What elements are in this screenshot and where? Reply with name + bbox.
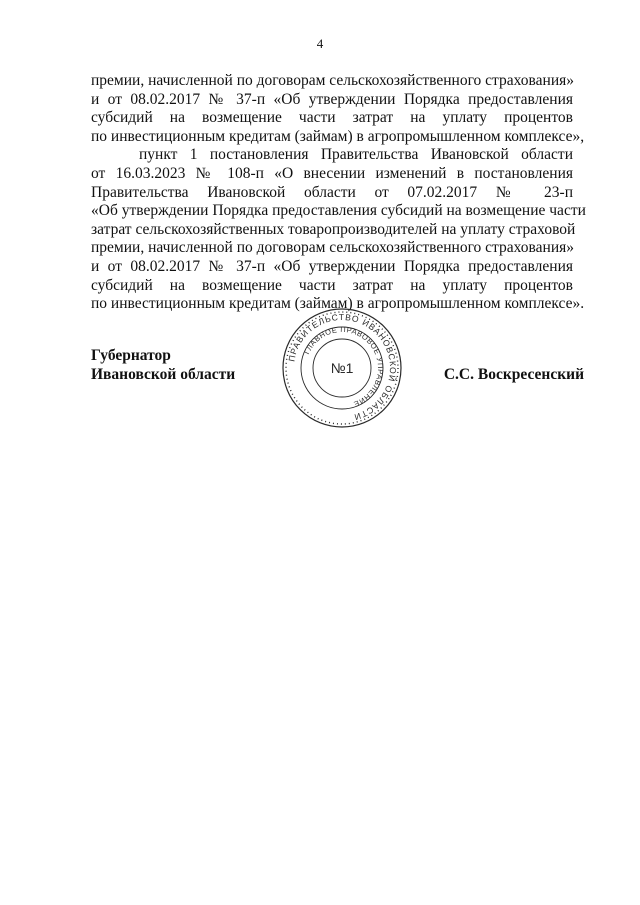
page-number: 4	[316, 36, 324, 51]
body-line: субсидий на возмещение части затрат на уплату процентов	[91, 276, 573, 294]
signatory-name: С.С. Воскресенский	[443, 366, 584, 383]
signatory-title-line2: Ивановской области	[91, 366, 236, 383]
body-line: от 16.03.2023 № 108-п «О внесении изменений в постановления	[91, 164, 573, 182]
seal-outer-text: ПРАВИТЕЛЬСТВО ИВАНОВСКОЙ ОБЛАСТИ	[286, 311, 399, 423]
signatory-title-line1: Губернатор	[91, 347, 171, 364]
body-line: Правительства Ивановской области от 07.02.2017 № 23-п	[91, 183, 573, 201]
signatory-title	[91, 346, 235, 384]
body-line: пункт 1 постановления Правительства Ивановской области	[139, 146, 573, 164]
body-line: и от 08.02.2017 № 37-п «Об утверждении Порядка предоставления	[91, 257, 573, 275]
body-line: субсидий на возмещение части затрат на уплату процентов	[91, 109, 573, 127]
seal-inner-text: ГЛАВНОЕ ПРАВОВОЕ УПРАВЛЕНИЕ	[302, 324, 386, 409]
body-line: по инвестиционным кредитам (займам) в агропромышленном комплексе»,	[91, 127, 585, 145]
official-seal	[280, 306, 404, 430]
body-line: затрат сельскохозяйственных товаропроизводителей на уплату страховой	[91, 220, 576, 238]
body-line: «Об утверждении Порядка предоставления субсидий на возмещение части	[91, 202, 586, 220]
body-line: по инвестиционным кредитам (займам) в агропромышленном комплексе».	[91, 295, 585, 313]
seal-center-text: №1	[330, 360, 354, 376]
document-body	[91, 72, 586, 314]
body-line: премии, начисленной по договорам сельскохозяйственного страхования»	[91, 72, 575, 89]
body-line: премии, начисленной по договорам сельскохозяйственного страхования»	[91, 239, 575, 257]
body-line: и от 08.02.2017 № 37-п «Об утверждении Порядка предоставления	[91, 90, 573, 108]
